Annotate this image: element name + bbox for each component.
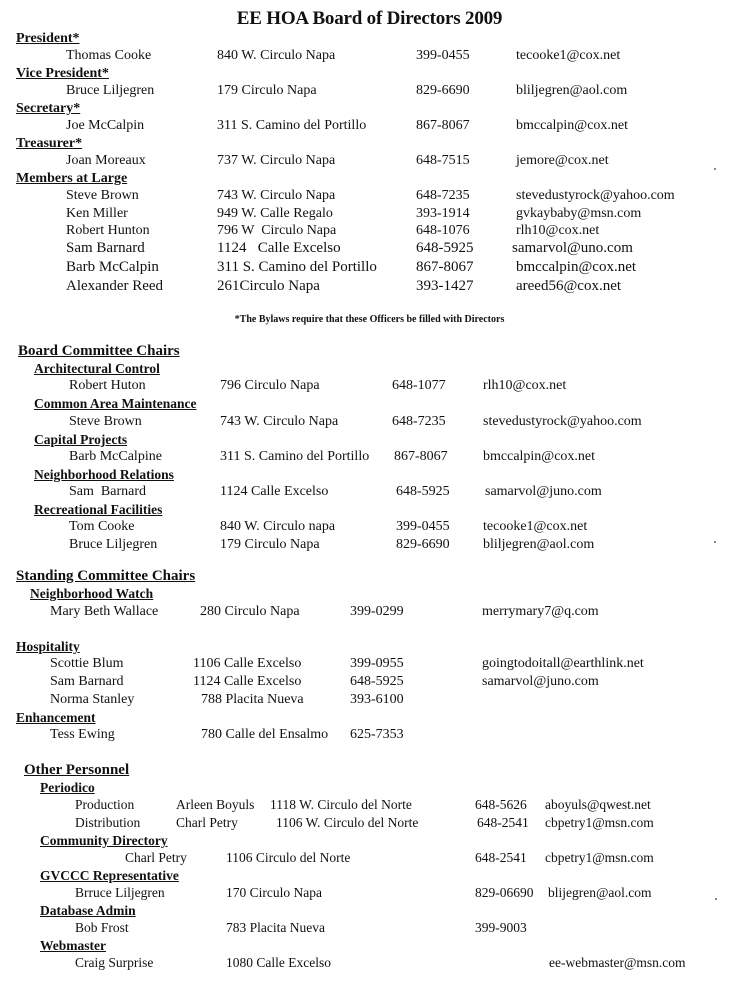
- phone: 867-8067: [416, 259, 474, 275]
- address: 179 Circulo Napa: [217, 83, 317, 98]
- name: Charl Petry: [125, 850, 187, 865]
- name: Joe McCalpin: [66, 118, 145, 133]
- phone: 399-0455: [416, 48, 470, 63]
- name: Charl Petry: [176, 815, 238, 830]
- name: Bruce Liljegren: [66, 83, 155, 98]
- address: 1124 Calle Excelso: [220, 484, 329, 499]
- heading-hospitality: Hospitality: [16, 639, 80, 654]
- scan-speck: [714, 541, 716, 543]
- email: merrymary7@q.com: [482, 604, 599, 619]
- heading-other-personnel: Other Personnel: [24, 762, 130, 778]
- email: aboyuls@qwest.net: [545, 797, 651, 812]
- name: Robert Huton: [69, 378, 146, 393]
- address: 1080 Calle Excelso: [226, 955, 331, 970]
- email: rlh10@cox.net: [516, 223, 600, 238]
- email: ee-webmaster@msn.com: [549, 955, 686, 970]
- name: Ken Miller: [66, 206, 128, 221]
- email: samarvol@juno.com: [482, 674, 599, 689]
- heading-architectural-control: Architectural Control: [34, 361, 160, 376]
- address: 788 Placita Nueva: [201, 692, 304, 707]
- name: Robert Hunton: [66, 223, 150, 238]
- address: 179 Circulo Napa: [220, 537, 320, 552]
- email: bliljegren@aol.com: [483, 537, 595, 552]
- email: bmccalpin@cox.net: [516, 118, 629, 133]
- address: 1106 Circulo del Norte: [226, 850, 351, 865]
- phone: 648-7235: [416, 188, 470, 203]
- address: 170 Circulo Napa: [226, 885, 322, 900]
- name: Sam Barnard: [50, 674, 124, 689]
- heading-recreational-facilities: Recreational Facilities: [34, 502, 163, 517]
- phone: 648-5626: [475, 797, 527, 812]
- name: Norma Stanley: [50, 692, 135, 707]
- phone: 393-6100: [350, 692, 404, 707]
- email: samarvol@uno.com: [512, 240, 633, 256]
- role: Distribution: [75, 815, 141, 830]
- email: jemore@cox.net: [516, 153, 609, 168]
- heading-gvccc-representative: GVCCC Representative: [40, 868, 179, 883]
- phone: 399-0455: [396, 519, 450, 534]
- phone: 625-7353: [350, 727, 404, 742]
- phone: 648-5925: [350, 674, 404, 689]
- scan-speck: [714, 168, 716, 170]
- heading-treasurer: Treasurer*: [16, 136, 83, 151]
- phone: 393-1427: [416, 278, 474, 294]
- phone: 648-5925: [396, 484, 450, 499]
- email: bliljegren@aol.com: [516, 83, 628, 98]
- name: Barb McCalpine: [69, 449, 162, 464]
- heading-periodico: Periodico: [40, 780, 95, 795]
- email: blijegren@aol.com: [548, 885, 652, 900]
- bylaws-note: *The Bylaws require that these Officers be filled with Directors: [234, 314, 505, 325]
- phone: 829-6690: [416, 83, 470, 98]
- heading-webmaster: Webmaster: [40, 938, 106, 953]
- address: 1106 Calle Excelso: [193, 656, 302, 671]
- phone: 399-9003: [475, 920, 527, 935]
- phone: 648-1076: [416, 223, 470, 238]
- email: bmccalpin@cox.net: [483, 449, 596, 464]
- phone: 648-7235: [392, 414, 446, 429]
- page-title: EE HOA Board of Directors 2009: [236, 8, 503, 29]
- address: 780 Calle del Ensalmo: [201, 727, 329, 742]
- name: Sam Barnard: [66, 240, 145, 256]
- heading-neighborhood-relations: Neighborhood Relations: [34, 467, 174, 482]
- name: Craig Surprise: [75, 955, 154, 970]
- phone: 867-8067: [394, 449, 448, 464]
- name: Thomas Cooke: [66, 48, 152, 63]
- phone: 648-2541: [475, 850, 527, 865]
- name: Mary Beth Wallace: [50, 604, 159, 619]
- address: 1124 Calle Excelso: [193, 674, 302, 689]
- address: 311 S. Camino del Portillo: [217, 259, 377, 275]
- address: 261Circulo Napa: [217, 278, 320, 294]
- address: 796 Circulo Napa: [220, 378, 320, 393]
- email: goingtodoitall@earthlink.net: [482, 656, 644, 671]
- address: 311 S. Camino del Portillo: [217, 118, 367, 133]
- email: areed56@cox.net: [516, 278, 622, 294]
- heading-standing-committee-chairs: Standing Committee Chairs: [16, 568, 196, 584]
- phone: 399-0955: [350, 656, 404, 671]
- email: bmccalpin@cox.net: [516, 259, 637, 275]
- heading-database-admin: Database Admin: [40, 903, 136, 918]
- heading-neighborhood-watch: Neighborhood Watch: [30, 586, 154, 601]
- heading-secretary: Secretary*: [16, 101, 81, 116]
- phone: 648-1077: [392, 378, 446, 393]
- phone: 399-0299: [350, 604, 404, 619]
- heading-vice-president: Vice President*: [16, 66, 109, 81]
- address: 737 W. Circulo Napa: [217, 153, 336, 168]
- phone: 829-6690: [396, 537, 450, 552]
- address: 280 Circulo Napa: [200, 604, 300, 619]
- name: Bob Frost: [75, 920, 129, 935]
- address: 783 Placita Nueva: [226, 920, 325, 935]
- name: Alexander Reed: [66, 278, 164, 294]
- scan-speck: [715, 898, 717, 900]
- role: Production: [75, 797, 135, 812]
- email: samarvol@juno.com: [485, 484, 602, 499]
- email: gvkaybaby@msn.com: [516, 206, 642, 221]
- phone: 867-8067: [416, 118, 470, 133]
- heading-president: President*: [16, 31, 80, 46]
- email: cbpetry1@msn.com: [545, 850, 654, 865]
- name: Scottie Blum: [50, 656, 124, 671]
- address: 743 W. Circulo Napa: [220, 414, 339, 429]
- address: 840 W. Circulo napa: [220, 519, 336, 534]
- phone: 648-7515: [416, 153, 470, 168]
- email: stevedustyrock@yahoo.com: [516, 188, 675, 203]
- address: 311 S. Camino del Portillo: [220, 449, 370, 464]
- name: Sam Barnard: [69, 484, 146, 499]
- phone: 648-5925: [416, 240, 474, 256]
- name: Steve Brown: [66, 188, 139, 203]
- name: Brruce Liljegren: [75, 885, 165, 900]
- phone: 393-1914: [416, 206, 470, 221]
- address: 840 W. Circulo Napa: [217, 48, 336, 63]
- name: Bruce Liljegren: [69, 537, 158, 552]
- address: 949 W. Calle Regalo: [217, 206, 333, 221]
- heading-members-at-large: Members at Large: [16, 171, 128, 186]
- phone: 648-2541: [477, 815, 529, 830]
- email: tecooke1@cox.net: [516, 48, 621, 63]
- name: Tom Cooke: [69, 519, 135, 534]
- address: 743 W. Circulo Napa: [217, 188, 336, 203]
- phone: 829-06690: [475, 885, 534, 900]
- address: 1106 W. Circulo del Norte: [276, 815, 419, 830]
- name: Tess Ewing: [50, 727, 115, 742]
- name: Barb McCalpin: [66, 259, 159, 275]
- email: rlh10@cox.net: [483, 378, 567, 393]
- email: cbpetry1@msn.com: [545, 815, 654, 830]
- name: Steve Brown: [69, 414, 142, 429]
- heading-common-area-maintenance: Common Area Maintenance: [34, 396, 197, 411]
- address: 796 W Circulo Napa: [217, 223, 337, 238]
- name: Joan Moreaux: [66, 153, 146, 168]
- email: stevedustyrock@yahoo.com: [483, 414, 642, 429]
- heading-board-committee-chairs: Board Committee Chairs: [18, 343, 180, 359]
- name: Arleen Boyuls: [176, 797, 255, 812]
- heading-enhancement: Enhancement: [16, 710, 96, 725]
- heading-capital-projects: Capital Projects: [34, 432, 128, 447]
- address: 1124 Calle Excelso: [217, 240, 341, 256]
- email: tecooke1@cox.net: [483, 519, 588, 534]
- address: 1118 W. Circulo del Norte: [270, 797, 412, 812]
- heading-community-directory: Community Directory: [40, 833, 168, 848]
